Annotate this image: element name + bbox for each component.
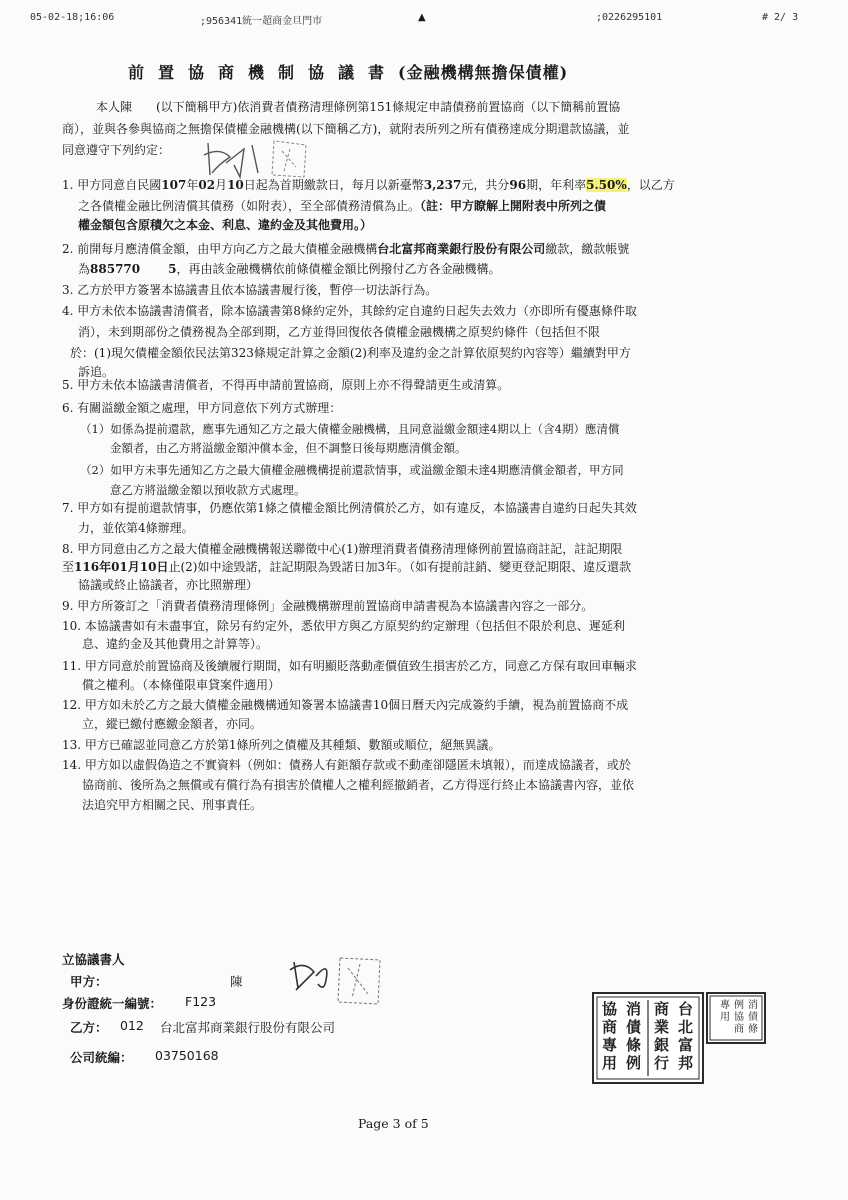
fax-datetime: 05-02-18;16:06 — [30, 12, 115, 23]
tax-id-label: 公司統編： — [70, 1050, 133, 1065]
c1-line2: 之各債權金融比例清償其債務（如附表），至全部債務清償為止。 — [78, 199, 421, 213]
svg-text:債: 債 — [748, 1012, 758, 1023]
c1-text-f: 期，年利率 — [526, 178, 587, 192]
title-subtitle: (金融機構無擔保債權) — [398, 63, 569, 82]
clause-7-line-2: 力，並依第4條辦理。 — [78, 521, 194, 535]
c1-year: 107 — [161, 178, 187, 192]
clause-2-line-1 — [62, 242, 629, 257]
party-b-name: 台北富邦商業銀行股份有限公司 — [160, 1020, 336, 1035]
svg-text:例: 例 — [734, 1000, 744, 1011]
tax-id-value: 03750168 — [155, 1048, 219, 1063]
id-number-label: 身份證統一編號： — [62, 996, 163, 1011]
svg-text:債: 債 — [626, 1018, 642, 1036]
c1-month: 02 — [198, 178, 216, 192]
clause-8-line-2 — [62, 560, 631, 575]
svg-text:台: 台 — [678, 1000, 694, 1018]
svg-text:行: 行 — [654, 1054, 670, 1072]
clause-11-line-2: 償之權利。（本條僅限車貸案件適用） — [82, 678, 281, 692]
c2-account-tail: 5 — [168, 262, 177, 276]
clause-12-line-1: 12. 甲方如未於乙方之最大債權金融機構通知簽署本協議書10個日曆天內完成簽約手續，視為前置協商不成 — [62, 698, 629, 712]
svg-text:用: 用 — [602, 1054, 618, 1072]
svg-text:富: 富 — [678, 1036, 694, 1054]
clause-14-line-3: 法追究甲方相關之民、刑事責任。 — [82, 798, 263, 812]
clause-12-line-2: 立，縱已繳付應繳金額者，亦同。 — [82, 717, 263, 731]
clause-5: 5. 甲方未依本協議書清償者，不得再申請前置協商，原則上亦不得聲請更生或清算。 — [62, 378, 510, 392]
svg-text:用: 用 — [720, 1012, 730, 1023]
c1-day: 10 — [227, 178, 244, 192]
clause-8-line-1: 8. 甲方同意由乙方之最大債權金融機構報送聯徵中心(1)辦理消費者債務清理條例前置協商註記，註記期限 — [62, 542, 623, 556]
clause-6-head: 6. 有關溢繳金額之處理，甲方同意依下列方式辦理： — [62, 401, 342, 415]
svg-text:消: 消 — [626, 1000, 642, 1018]
c2-account: 885770 — [90, 262, 141, 276]
clause-4-line-2: 消），未到期部份之債務視為全部到期，乙方並得回復依各債權金融機構之原契約條件（包括但不限 — [78, 325, 601, 339]
clause-10-line-1: 10. 本協議書如有未盡事宜，除另有約定外，悉依甲方與乙方原契約約定辦理（包括但不限於利息、遲延利 — [62, 619, 625, 633]
svg-text:專: 專 — [720, 1000, 730, 1011]
c1-text-c: 月 — [215, 178, 228, 192]
clause-1-line-2 — [78, 199, 606, 214]
c1-amount: 3,237 — [423, 178, 462, 192]
clause-6-sub-1b: 金額者，由乙方將溢繳金額沖償本金，但不調整日後每期應清償金額。 — [110, 441, 467, 455]
svg-text:業: 業 — [654, 1018, 670, 1036]
party-a-label: 甲方： — [70, 974, 108, 989]
svg-text:銀: 銀 — [654, 1036, 670, 1054]
svg-text:商: 商 — [734, 1024, 744, 1035]
svg-text:商: 商 — [602, 1018, 618, 1036]
clause-7-line-1: 7. 甲方如有提前還款情事，仍應依第1條之債權金額比例清償於乙方，如有違反，本協議書自違約日起失其效 — [62, 501, 637, 515]
c1-text-a: 1. 甲方同意自民國 — [62, 178, 162, 192]
clause-11-line-1: 11. 甲方同意於前置協商及後續履行期間，如有明顯貶落動產價值致生損害於乙方，同意乙方保有取回車輛求 — [62, 659, 637, 673]
svg-text:條: 條 — [748, 1024, 758, 1035]
intro-line-2: 商），並與各參與協商之無擔保債權金融機構(以下簡稱乙方)，就附表所列之所有債務達成分期還款協議，並 — [62, 122, 630, 136]
svg-text:北: 北 — [678, 1018, 694, 1036]
clause-6-sub-2a: （2）如甲方未事先通知乙方之最大債權金融機構提前還款情事，或溢繳金額未達4期應清償金額者，甲方同 — [80, 463, 624, 477]
c2-prefix: 為 — [78, 262, 91, 276]
clause-14-line-1: 14. 甲方如以虛假偽造之不實資料（例如：債務人有鉅額存款或不動產卻隱匿未填報），而達成協議者，或於 — [62, 758, 631, 772]
c8-date: 116年01月10日 — [74, 560, 169, 574]
c2-bank: 台北富邦商業銀行股份有限公司 — [377, 242, 546, 256]
c1-text-e: 元，共分 — [461, 178, 510, 192]
intro-line-1: 本人陳 (以下簡稱甲方)依消費者債務清理條例第151條規定申請債務前置協商（以下簡稱前置協 — [96, 100, 621, 114]
clause-13: 13. 甲方已確認並同意乙方於第1條所列之債權及其種類、數額或順位，絕無異議。 — [62, 738, 501, 752]
clause-4-line-4: 訴追。 — [78, 365, 115, 379]
party-a-name: 陳 — [230, 974, 243, 989]
id-number-value: F123 — [185, 994, 217, 1009]
c1-rate: 5.50% — [586, 178, 627, 192]
c8-prefix: 至 — [62, 560, 75, 574]
c2-text-b: 繳款，繳款帳號 — [545, 242, 630, 256]
title-main: 前置協商機制協議書 — [128, 63, 399, 82]
clause-2-line-2 — [78, 262, 501, 277]
c1-note-1: （註：甲方瞭解上開附表中所列之債 — [420, 199, 607, 213]
bank-seal — [592, 992, 704, 1084]
clause-6-sub-1a: （1）如係為提前還款，應事先通知乙方之最大債權金融機構，且同意溢繳金額達4期以上（含4期）應清償 — [80, 422, 620, 436]
svg-text:條: 條 — [626, 1036, 642, 1054]
c2-text: 2. 前開每月應清償金額，由甲方向乙方之最大債權金融機構 — [62, 242, 378, 256]
c8-text-b: 止(2)如中途毀諾，註記期限為毀諾日加3年。（如有提前註銷、變更登記期限、違反還款 — [168, 560, 632, 574]
svg-text:專: 專 — [602, 1036, 618, 1054]
svg-text:商: 商 — [654, 1000, 670, 1018]
party-a-signature — [282, 950, 392, 1010]
clause-1-note-2: 權金額包含原積欠之本金、利息、違約金及其他費用。） — [78, 218, 373, 232]
clause-14-line-2: 協商前、後所為之無償或有償行為有損害於債權人之權利經撤銷者，乙方得逕行終止本協議書內容，並依 — [82, 778, 635, 792]
clause-8-line-3: 協議或終止協議者，亦比照辦理） — [78, 578, 259, 592]
small-seal — [706, 992, 766, 1044]
svg-text:協: 協 — [602, 1000, 618, 1018]
c1-text-b: 年 — [186, 178, 199, 192]
page-number: Page 3 of 5 — [358, 1116, 429, 1131]
fax-sender: ;956341統一超商金旦門市 — [200, 16, 323, 27]
document-title — [128, 60, 728, 83]
fax-page: # 2/ 3 — [762, 12, 799, 23]
svg-text:消: 消 — [748, 1000, 758, 1011]
fax-phone: ;0226295101 — [596, 12, 663, 23]
clause-9: 9. 甲方所簽訂之「消費者債務清理條例」金融機構辦理前置協商申請書視為本協議書內容之一部分。 — [62, 599, 594, 613]
svg-text:邦: 邦 — [678, 1054, 694, 1072]
svg-text:例: 例 — [626, 1054, 642, 1072]
intro-line-3: 同意遵守下列約定： — [62, 143, 171, 157]
c2-text-c: ，再由該金融機構依前條債權金額比例撥付乙方各金融機構。 — [176, 262, 501, 276]
c1-text-g: ，以乙方 — [626, 178, 675, 192]
svg-text:協: 協 — [734, 1012, 744, 1023]
clause-6-sub-2b: 意乙方將溢繳金額以預收款方式處理。 — [110, 483, 306, 497]
clause-4-line-3: 於：(1)現欠債權金額依民法第323條規定計算之金額(2)利率及違約金之計算依原契約內容等）繼續對甲方 — [70, 346, 631, 360]
clause-1-line-1 — [62, 178, 675, 193]
party-b-code: 012 — [120, 1018, 144, 1033]
c1-text-d: 日起為首期繳款日，每月以新臺幣 — [243, 178, 424, 192]
signatory-heading: 立協議書人 — [62, 952, 125, 967]
clause-4-line-1: 4. 甲方未依本協議書清償者，除本協議書第8條約定外，其餘約定自違約日起失去效力（亦即所有優惠條件取 — [62, 304, 637, 318]
c1-periods: 96 — [509, 178, 527, 192]
up-arrow-icon: ▲ — [418, 12, 426, 23]
clause-3: 3. 乙方於甲方簽署本協議書且依本協議書履行後，暫停一切法訴行為。 — [62, 283, 438, 297]
party-b-label: 乙方： — [70, 1020, 108, 1035]
clause-10-line-2: 息、違約金及其他費用之計算等）。 — [82, 637, 269, 651]
